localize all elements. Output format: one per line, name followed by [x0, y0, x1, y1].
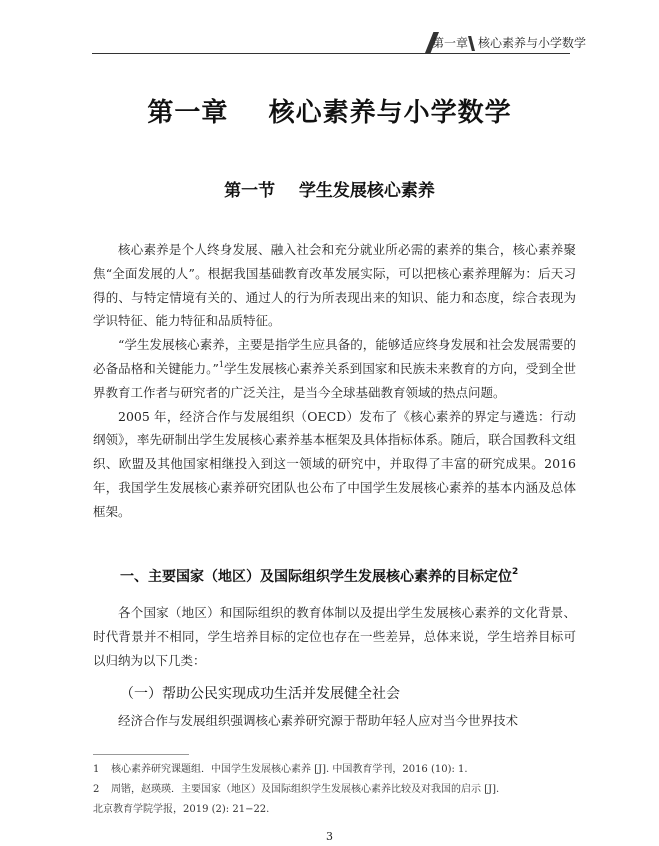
- page-number: 3: [326, 830, 333, 843]
- subsection-heading-text: 一、主要国家（地区）及国际组织学生发展核心素养的目标定位: [120, 569, 512, 585]
- paragraph: 核心素养是个人终身发展、融入社会和充分就业所必需的素养的集合，核心素养聚焦“全面发展的人”。根据我国基础教育改革发展实际，可以把核心素养理解为：后天习得的、与特定情境有关的、通过人的行为所表现出来的知识、能力和态度，综合表现为学识特征、能力特征和品质特征。: [93, 242, 576, 329]
- footnote-rule: [93, 754, 189, 755]
- running-header-title: 核心素养与小学数学: [478, 36, 587, 50]
- section-title: 第一节 学生发展核心素养: [224, 181, 435, 201]
- running-header-chapter: 第一章: [432, 36, 469, 50]
- footnote: [93, 780, 578, 800]
- body-text-block: [93, 709, 576, 733]
- footnote-text: 核心素养研究课题组．中国学生发展核心素养 [J]. 中国教育学刊，2016 (10): 1.: [111, 764, 468, 775]
- sub-subsection-heading: （一）帮助公民实现成功生活并发展健全社会: [120, 686, 400, 702]
- footnote-number: 2: [93, 784, 100, 795]
- paragraph: [93, 333, 576, 404]
- footnote-number: 1: [93, 764, 100, 775]
- footnote-text: 周锴，赵瑛瑛．主要国家（地区）及国际组织学生发展核心素养比较及对我国的启示 [J].: [111, 784, 500, 795]
- paragraph: 2005 年，经济合作与发展组织（OECD）发布了《核心素养的界定与遴选：行动纲领》，率先研制出学生发展核心素养基本框架及具体指标体系。随后，联合国教科文组织、欧盟及其他国家相继投入到这一领域的研究中，并取得了丰富的研究成果。2016 年，我国学生发展核心素养研究团队也公布了中国学生发展核心素养的基本内涵及总体框架。: [93, 408, 576, 519]
- footnote-ref: 1: [218, 359, 224, 369]
- header-rule: [92, 53, 570, 54]
- body-text-block: [93, 238, 576, 524]
- footnote: [93, 760, 578, 780]
- subsection-heading: [120, 566, 518, 586]
- body-text-block: [93, 601, 576, 672]
- footnote-ref: 2: [512, 567, 519, 577]
- paragraph-continuation: 学生发展核心素养关系到国家和民族未来教育的方向，受到全世界教育工作者与研究者的广泛关注，是当今全球基础教育领域的热点问题。: [93, 360, 576, 400]
- chapter-title: 第一章 核心素养与小学数学: [147, 98, 512, 128]
- footnote-continuation: [93, 800, 578, 820]
- paragraph: 经济合作与发展组织强调核心素养研究源于帮助年轻人应对当今世界技术: [118, 713, 519, 728]
- footnotes: [93, 760, 578, 820]
- paragraph: 各个国家（地区）和国际组织的教育体制以及提出学生发展核心素养的文化背景、时代背景并不相同，学生培养目标的定位也存在一些差异，总体来说，学生培养目标可以归纳为以下几类：: [93, 605, 576, 668]
- footnote-text: 北京教育学院学报，2019 (2): 21−22.: [93, 804, 270, 815]
- quote-text: “学生发展核心素养，主要是指学生应具备的，能够适应终身发展和社会发展需要的必备品格和关键能力。”: [93, 337, 576, 376]
